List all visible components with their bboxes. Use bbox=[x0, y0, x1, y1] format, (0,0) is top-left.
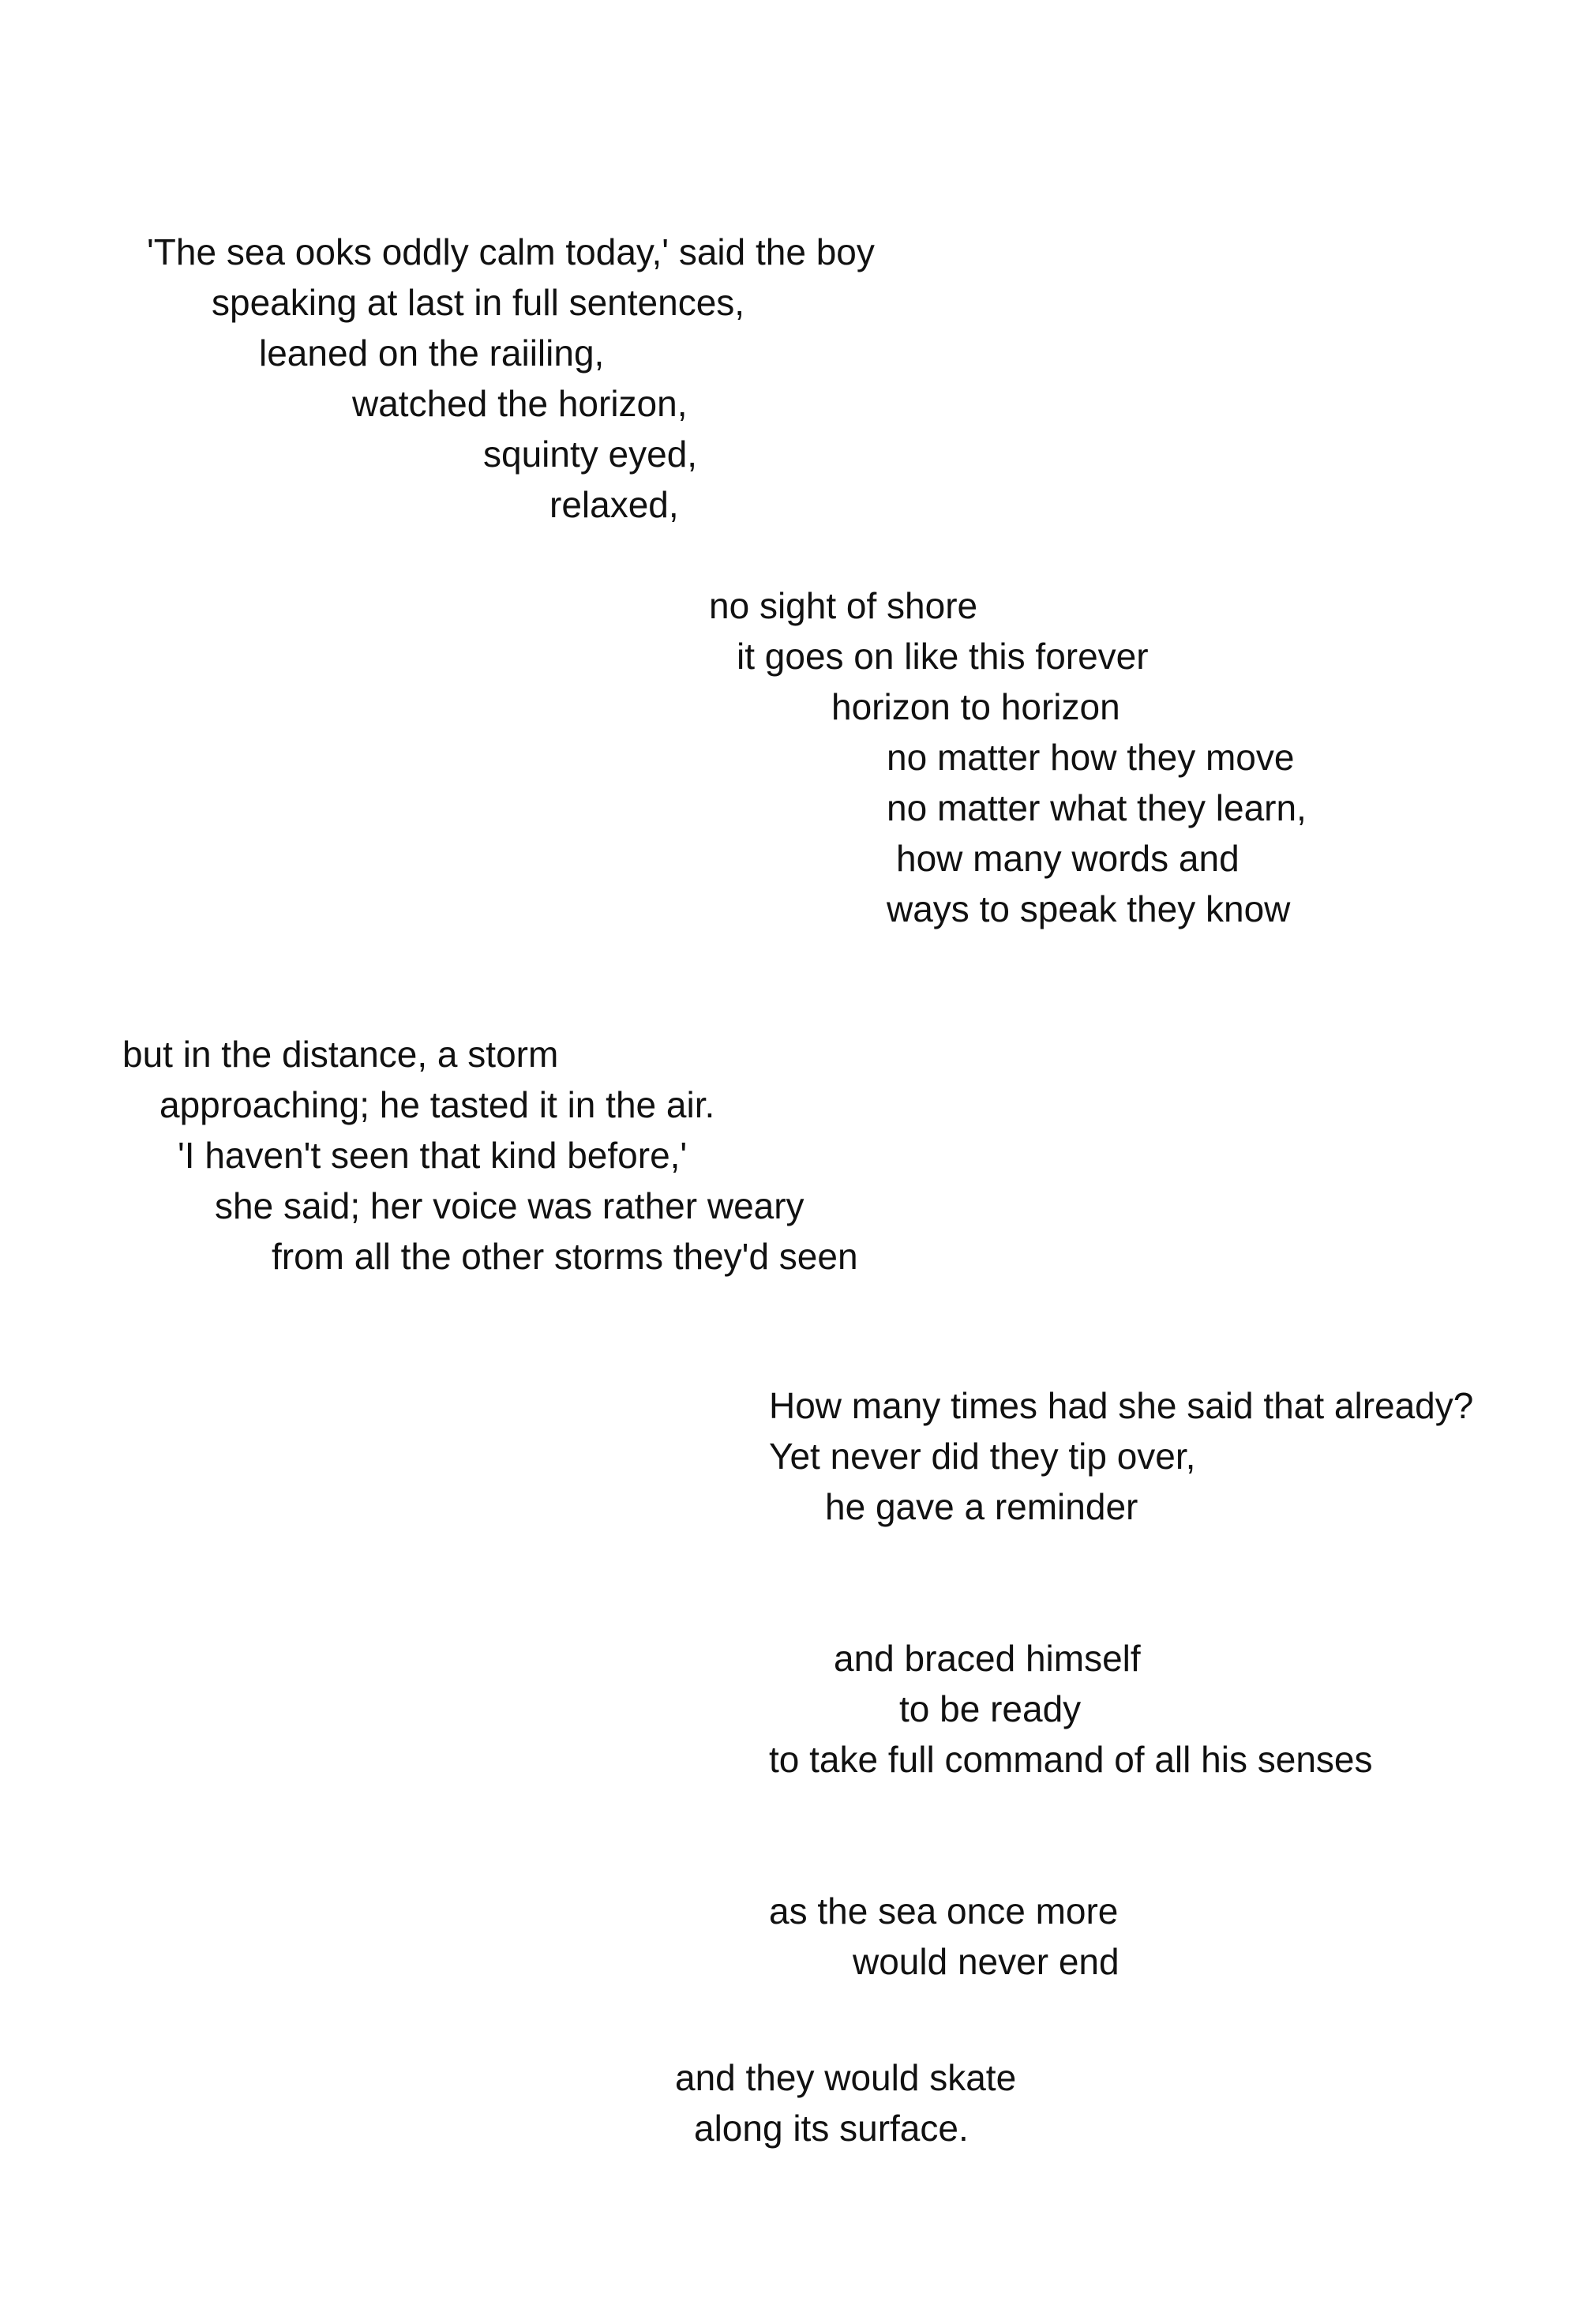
poem-line: watched the horizon, bbox=[352, 383, 688, 424]
poem-line: no matter how they move bbox=[887, 737, 1295, 778]
poem-line: approaching; he tasted it in the air. bbox=[159, 1084, 715, 1125]
poem-line: from all the other storms they'd seen bbox=[272, 1236, 858, 1277]
poem-line: How many times had she said that already? bbox=[769, 1385, 1474, 1426]
poem-line: how many words and bbox=[896, 838, 1240, 879]
poem-line: horizon to horizon bbox=[831, 686, 1120, 727]
poem-line: 'I haven't seen that kind before,' bbox=[178, 1135, 688, 1176]
poem-line: but in the distance, a storm bbox=[122, 1034, 559, 1075]
poem-line: relaxed, bbox=[549, 484, 679, 525]
poem-line: no sight of shore bbox=[709, 585, 978, 626]
poem-line: 'The sea ooks oddly calm today,' said the boy bbox=[147, 231, 875, 272]
poem-line: he gave a reminder bbox=[825, 1486, 1138, 1527]
poem-line: along its surface. bbox=[694, 2108, 969, 2149]
poem-line: squinty eyed, bbox=[483, 434, 698, 475]
poem-line: and they would skate bbox=[675, 2057, 1017, 2098]
poem-line: and braced himself bbox=[834, 1638, 1141, 1679]
poem-line: leaned on the raiiling, bbox=[259, 332, 605, 374]
poem-line: Yet never did they tip over, bbox=[769, 1436, 1196, 1477]
poem-line: would never end bbox=[853, 1941, 1120, 1982]
poem-line: she said; her voice was rather weary bbox=[215, 1185, 805, 1226]
poem-line: no matter what they learn, bbox=[887, 787, 1307, 828]
poem-line: ways to speak they know bbox=[887, 888, 1291, 929]
poem-line: as the sea once more bbox=[769, 1890, 1119, 1932]
poem-line: it goes on like this forever bbox=[737, 636, 1149, 677]
poem-line: to take full command of all his senses bbox=[769, 1739, 1373, 1780]
poem-line: speaking at last in full sentences, bbox=[212, 282, 745, 323]
poem-line: to be ready bbox=[899, 1688, 1082, 1729]
